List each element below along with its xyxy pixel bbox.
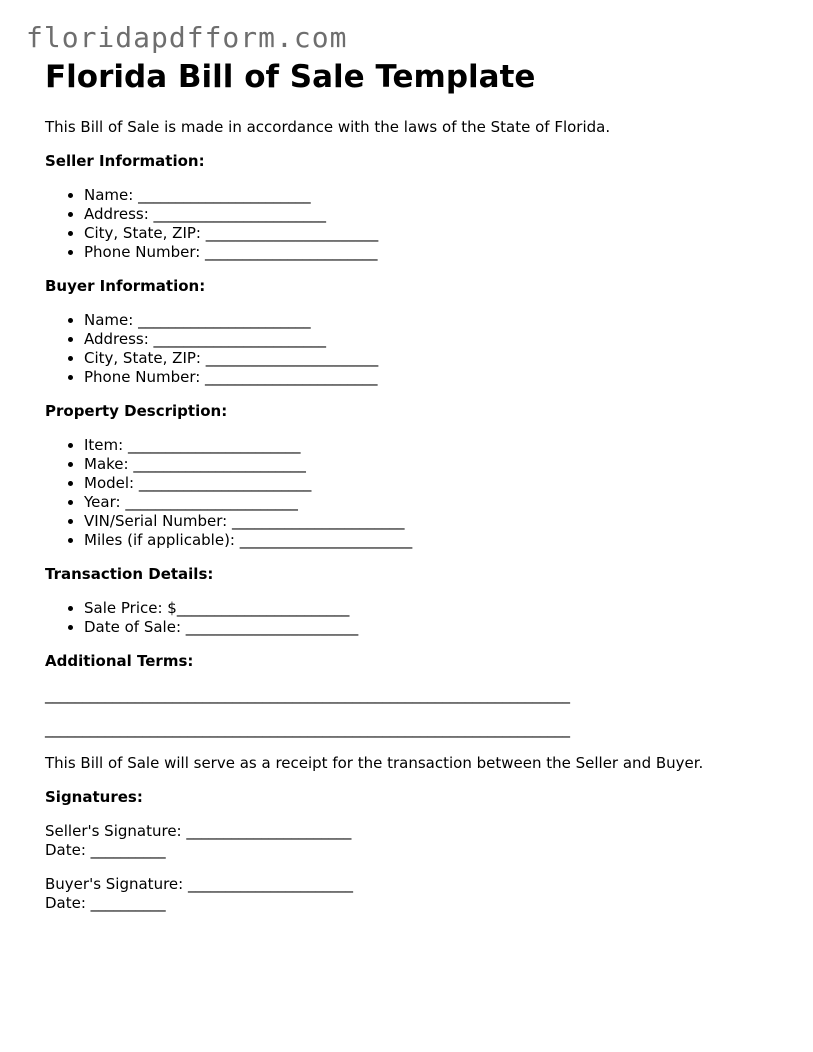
- intro-text: This Bill of Sale is made in accordance with the laws of the State of Florida.: [45, 118, 611, 136]
- seller-phone-field: • Phone Number: _______________________: [84, 243, 785, 262]
- buyer-phone-field: • Phone Number: _______________________: [84, 368, 785, 387]
- seller-city-state-zip-field: • City, State, ZIP: _______________________: [84, 224, 785, 243]
- page-title: Florida Bill of Sale Template: [45, 59, 536, 95]
- property-year-field: • Year: _______________________: [84, 493, 785, 512]
- property-model-field: • Model: _______________________: [84, 474, 785, 493]
- sale-price-field: • Sale Price: $_______________________: [84, 599, 785, 618]
- buyer-signature-field: Buyer's Signature: ______________________: [45, 875, 353, 893]
- property-heading: Property Description:: [45, 402, 228, 420]
- additional-terms-line: ______________________________________________________________________: [45, 686, 570, 704]
- buyer-heading: Buyer Information:: [45, 277, 206, 295]
- property-vin-field: • VIN/Serial Number: _______________________: [84, 512, 785, 531]
- sale-date-field: • Date of Sale: _______________________: [84, 618, 785, 637]
- transaction-heading: Transaction Details:: [45, 565, 214, 583]
- property-list: [45, 436, 785, 550]
- buyer-list: [45, 311, 785, 387]
- seller-signature-block: [45, 822, 785, 860]
- seller-name-field: • Name: _______________________: [84, 186, 785, 205]
- buyer-name-field: • Name: _______________________: [84, 311, 785, 330]
- seller-date-field: Date: __________: [45, 841, 166, 859]
- document-page: [45, 58, 785, 913]
- property-make-field: • Make: _______________________: [84, 455, 785, 474]
- closing-text: This Bill of Sale will serve as a receipt for the transaction between the Seller and Buyer.: [45, 754, 704, 772]
- property-miles-field: • Miles (if applicable): _______________________: [84, 531, 785, 550]
- buyer-city-state-zip-field: • City, State, ZIP: _______________________: [84, 349, 785, 368]
- seller-signature-field: Seller's Signature: ______________________: [45, 822, 352, 840]
- transaction-list: [45, 599, 785, 637]
- watermark: floridapdfform.com: [26, 21, 348, 54]
- additional-terms-line: ______________________________________________________________________: [45, 720, 570, 738]
- seller-address-field: • Address: _______________________: [84, 205, 785, 224]
- signatures-heading: Signatures:: [45, 788, 143, 806]
- buyer-date-field: Date: __________: [45, 894, 166, 912]
- seller-list: [45, 186, 785, 262]
- property-item-field: • Item: _______________________: [84, 436, 785, 455]
- seller-heading: Seller Information:: [45, 152, 205, 170]
- buyer-signature-block: [45, 875, 785, 913]
- buyer-address-field: • Address: _______________________: [84, 330, 785, 349]
- additional-terms-heading: Additional Terms:: [45, 652, 194, 670]
